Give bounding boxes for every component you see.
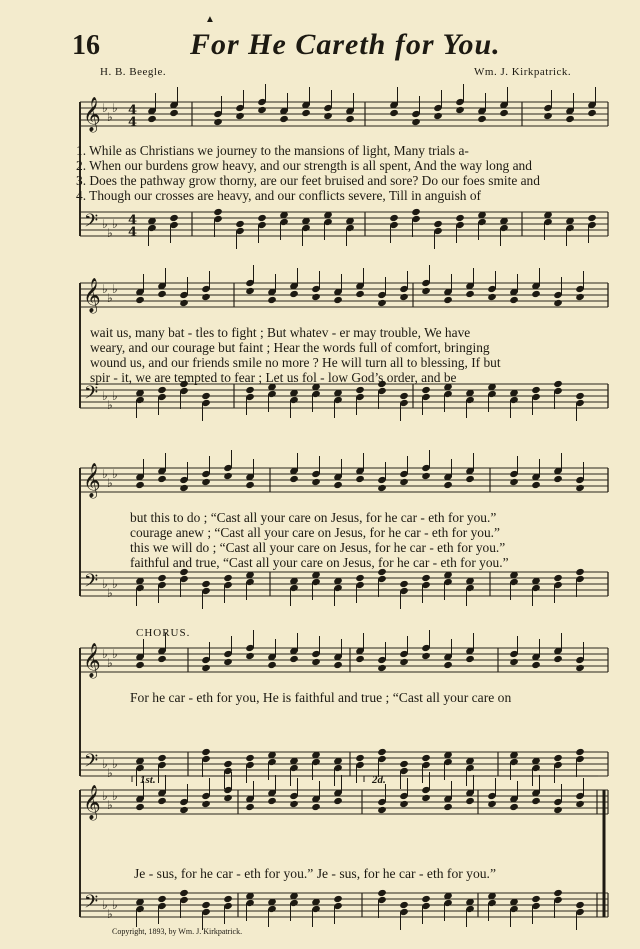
note-head	[213, 208, 223, 216]
note-head	[575, 748, 585, 756]
flat-icon: ♭	[107, 766, 113, 780]
time-signature: 4	[128, 213, 138, 228]
note-head	[323, 112, 333, 120]
note-head	[279, 115, 289, 123]
note-head	[257, 106, 267, 114]
page-number: 16	[72, 30, 100, 61]
note-head	[399, 658, 409, 666]
note-head	[443, 803, 453, 811]
note-head	[179, 484, 189, 492]
note-head	[333, 895, 343, 903]
note-head	[421, 895, 431, 903]
note-head	[245, 754, 255, 762]
flat-icon: ♭	[107, 291, 113, 305]
note-head	[201, 478, 211, 486]
flat-icon: ♭	[107, 586, 113, 600]
note-head	[257, 214, 267, 222]
flat-icon: ♭	[107, 110, 113, 124]
note-head	[267, 296, 277, 304]
lyric-line: spir - it, we are tempted to fear ; Let us fol - low God’s order, and be	[90, 370, 457, 385]
note-head	[443, 296, 453, 304]
note-head	[421, 652, 431, 660]
note-head	[575, 800, 585, 808]
note-head	[575, 664, 585, 672]
note-head	[169, 109, 179, 117]
note-head	[421, 287, 431, 295]
flat-icon: ♭	[112, 101, 118, 115]
flat-icon: ♭	[107, 798, 113, 812]
copyright-notice: Copyright, 1893, by Wm. J. Kirkpatrick.	[112, 927, 243, 936]
note-head	[223, 658, 233, 666]
note-head	[575, 293, 585, 301]
flat-icon: ♭	[102, 389, 108, 403]
note-head	[333, 797, 343, 805]
flat-icon: ♭	[112, 577, 118, 591]
treble-clef-icon: 𝄞	[83, 785, 101, 820]
note-head	[135, 661, 145, 669]
flat-icon: ♭	[112, 389, 118, 403]
note-head	[245, 386, 255, 394]
flat-icon: ♭	[102, 789, 108, 803]
note-head	[157, 754, 167, 762]
note-head	[201, 293, 211, 301]
flat-icon: ♭	[112, 647, 118, 661]
note-head	[201, 580, 211, 588]
note-head	[499, 109, 509, 117]
bass-clef-icon: 𝄢	[84, 211, 99, 236]
note-head	[135, 481, 145, 489]
note-head	[377, 664, 387, 672]
note-head	[531, 290, 541, 298]
ending-lyrics	[134, 866, 496, 881]
note-head	[377, 889, 387, 897]
note-head	[399, 293, 409, 301]
note-head	[201, 664, 211, 672]
treble-clef-icon: 𝄞	[83, 278, 101, 313]
lyric-line: wound us, and our friends smile no more ? He will turn all to blessing, If but	[90, 355, 501, 370]
note-head	[531, 895, 541, 903]
title-ornament: ▲	[205, 14, 215, 25]
note-head	[443, 481, 453, 489]
verse-lyrics-system-3	[130, 510, 509, 570]
note-head	[399, 580, 409, 588]
note-head	[223, 472, 233, 480]
bass-clef-icon: 𝄢	[84, 751, 99, 776]
first-ending-label: 1st.	[140, 774, 156, 786]
note-head	[355, 574, 365, 582]
note-head	[421, 386, 431, 394]
flat-icon: ♭	[112, 282, 118, 296]
note-head	[443, 661, 453, 669]
note-head	[377, 299, 387, 307]
note-head	[169, 214, 179, 222]
note-head	[531, 797, 541, 805]
treble-clef-icon: 𝄞	[83, 463, 101, 498]
note-head	[399, 392, 409, 400]
flat-icon: ♭	[112, 898, 118, 912]
note-head	[377, 806, 387, 814]
note-head	[223, 760, 233, 768]
note-head	[157, 895, 167, 903]
flat-icon: ♭	[102, 898, 108, 912]
note-head	[345, 115, 355, 123]
flat-icon: ♭	[107, 226, 113, 240]
note-head	[543, 112, 553, 120]
note-head	[245, 481, 255, 489]
note-head	[465, 797, 475, 805]
note-head	[223, 895, 233, 903]
note-head	[301, 109, 311, 117]
lyric-line: 1. While as Christians we journey to the mansions of light, Many trials a-	[76, 143, 469, 158]
note-head	[333, 661, 343, 669]
time-signature: 4	[128, 115, 138, 130]
flat-icon: ♭	[102, 282, 108, 296]
note-head	[245, 287, 255, 295]
note-head	[377, 748, 387, 756]
note-head	[157, 574, 167, 582]
lyricist-credit: H. B. Beegle.	[100, 66, 167, 78]
note-head	[575, 484, 585, 492]
note-head	[553, 574, 563, 582]
note-head	[465, 290, 475, 298]
lyric-line: but this to do ; “Cast all your care on Jesus, for he car - eth for you.”	[130, 510, 497, 525]
note-head	[147, 115, 157, 123]
lyric-line: courage anew ; “Cast all your care on Jesus, for he car - eth for you.”	[130, 525, 500, 540]
note-head	[355, 290, 365, 298]
note-head	[509, 296, 519, 304]
note-head	[553, 889, 563, 897]
note-head	[509, 478, 519, 486]
note-head	[531, 481, 541, 489]
note-head	[575, 392, 585, 400]
note-head	[389, 109, 399, 117]
chorus-lyrics	[130, 690, 511, 705]
flat-icon: ♭	[112, 757, 118, 771]
note-head	[587, 109, 597, 117]
verse-lyrics-system-2	[90, 325, 501, 385]
treble-clef-icon: 𝄞	[83, 97, 101, 132]
flat-icon: ♭	[112, 789, 118, 803]
note-head	[179, 889, 189, 897]
note-head	[235, 220, 245, 228]
note-head	[477, 115, 487, 123]
flat-icon: ♭	[107, 476, 113, 490]
note-head	[421, 574, 431, 582]
note-head	[157, 655, 167, 663]
note-head	[333, 296, 343, 304]
flat-icon: ♭	[102, 101, 108, 115]
bass-clef-icon: 𝄢	[84, 383, 99, 408]
note-head	[575, 568, 585, 576]
note-head	[201, 901, 211, 909]
bass-clef-icon: 𝄢	[84, 571, 99, 596]
note-head	[399, 901, 409, 909]
note-head	[531, 386, 541, 394]
note-head	[135, 296, 145, 304]
flat-icon: ♭	[107, 656, 113, 670]
note-head	[455, 106, 465, 114]
note-head	[311, 658, 321, 666]
lyric-line: For he car - eth for you, He is faithful and true ; “Cast all your care on	[130, 690, 512, 705]
note-head	[179, 806, 189, 814]
flat-icon: ♭	[102, 467, 108, 481]
note-head	[433, 220, 443, 228]
note-head	[487, 800, 497, 808]
note-head	[399, 478, 409, 486]
note-head	[509, 803, 519, 811]
note-head	[553, 655, 563, 663]
bass-clef-icon: 𝄢	[84, 892, 99, 917]
note-head	[355, 754, 365, 762]
note-head	[553, 380, 563, 388]
note-head	[465, 655, 475, 663]
note-head	[157, 475, 167, 483]
note-head	[355, 475, 365, 483]
composer-credit: Wm. J. Kirkpatrick.	[474, 66, 572, 78]
note-head	[201, 800, 211, 808]
flat-icon: ♭	[102, 647, 108, 661]
lyric-line: 4. Though our crosses are heavy, and our conflicts severe, Till in anguish of	[76, 188, 481, 203]
note-head	[421, 794, 431, 802]
note-head	[389, 214, 399, 222]
note-head	[157, 290, 167, 298]
note-head	[245, 652, 255, 660]
note-head	[433, 112, 443, 120]
note-head	[553, 475, 563, 483]
flat-icon: ♭	[112, 467, 118, 481]
note-head	[553, 299, 563, 307]
note-head	[487, 293, 497, 301]
lyric-line: Je - sus, for he car - eth for you.” Je - sus, for he car - eth for you.”	[134, 866, 496, 881]
flat-icon: ♭	[102, 217, 108, 231]
note-head	[333, 481, 343, 489]
hymn-title: For He Careth for You.	[190, 28, 501, 61]
flat-icon: ♭	[107, 398, 113, 412]
note-head	[157, 386, 167, 394]
flat-icon: ♭	[107, 907, 113, 921]
note-head	[399, 800, 409, 808]
note-head	[311, 803, 321, 811]
flat-icon: ♭	[102, 577, 108, 591]
note-head	[135, 803, 145, 811]
note-head	[355, 655, 365, 663]
lyric-line: weary, and our courage but faint ; Hear the words full of comfort, bringing	[90, 340, 490, 355]
note-head	[311, 478, 321, 486]
note-head	[355, 386, 365, 394]
note-head	[411, 208, 421, 216]
lyric-line: 3. Does the pathway grow thorny, are our feet bruised and sore? Do our foes smite and	[76, 173, 540, 188]
note-head	[311, 293, 321, 301]
lyric-line: 2. When our burdens grow heavy, and our strength is all spent, And the way long and	[76, 158, 532, 173]
note-head	[399, 760, 409, 768]
note-head	[201, 748, 211, 756]
note-head	[465, 475, 475, 483]
note-head	[565, 115, 575, 123]
time-signature: 4	[128, 103, 138, 118]
verse-lyrics-system-1	[76, 143, 540, 203]
lyric-line: this we will do ; “Cast all your care on Jesus, for he car - eth for you.”	[130, 540, 506, 555]
note-head	[223, 794, 233, 802]
treble-clef-icon: 𝄞	[83, 643, 101, 678]
note-head	[223, 574, 233, 582]
note-head	[531, 661, 541, 669]
note-head	[235, 112, 245, 120]
second-ending-bracket	[364, 776, 598, 782]
note-head	[289, 475, 299, 483]
note-head	[509, 658, 519, 666]
note-head	[553, 806, 563, 814]
flat-icon: ♭	[112, 217, 118, 231]
note-head	[157, 797, 167, 805]
note-head	[553, 754, 563, 762]
note-head	[421, 472, 431, 480]
note-head	[575, 901, 585, 909]
note-head	[411, 118, 421, 126]
time-signature: 4	[128, 225, 138, 240]
flat-icon: ♭	[102, 757, 108, 771]
chorus-label: CHORUS.	[136, 627, 191, 639]
note-head	[179, 299, 189, 307]
note-head	[267, 661, 277, 669]
note-head	[289, 800, 299, 808]
note-head	[421, 754, 431, 762]
note-head	[201, 392, 211, 400]
note-head	[267, 797, 277, 805]
note-head	[377, 484, 387, 492]
lyric-line: wait us, many bat - tles to fight ; But whatev - er may trouble, We have	[90, 325, 471, 340]
note-head	[289, 290, 299, 298]
second-ending-label: 2d.	[372, 774, 386, 786]
note-head	[455, 214, 465, 222]
lyric-line: faithful and true, “Cast all your care on Jesus, for he car - eth for you.”	[130, 555, 509, 570]
note-head	[213, 118, 223, 126]
note-head	[245, 803, 255, 811]
note-head	[587, 214, 597, 222]
note-head	[289, 655, 299, 663]
